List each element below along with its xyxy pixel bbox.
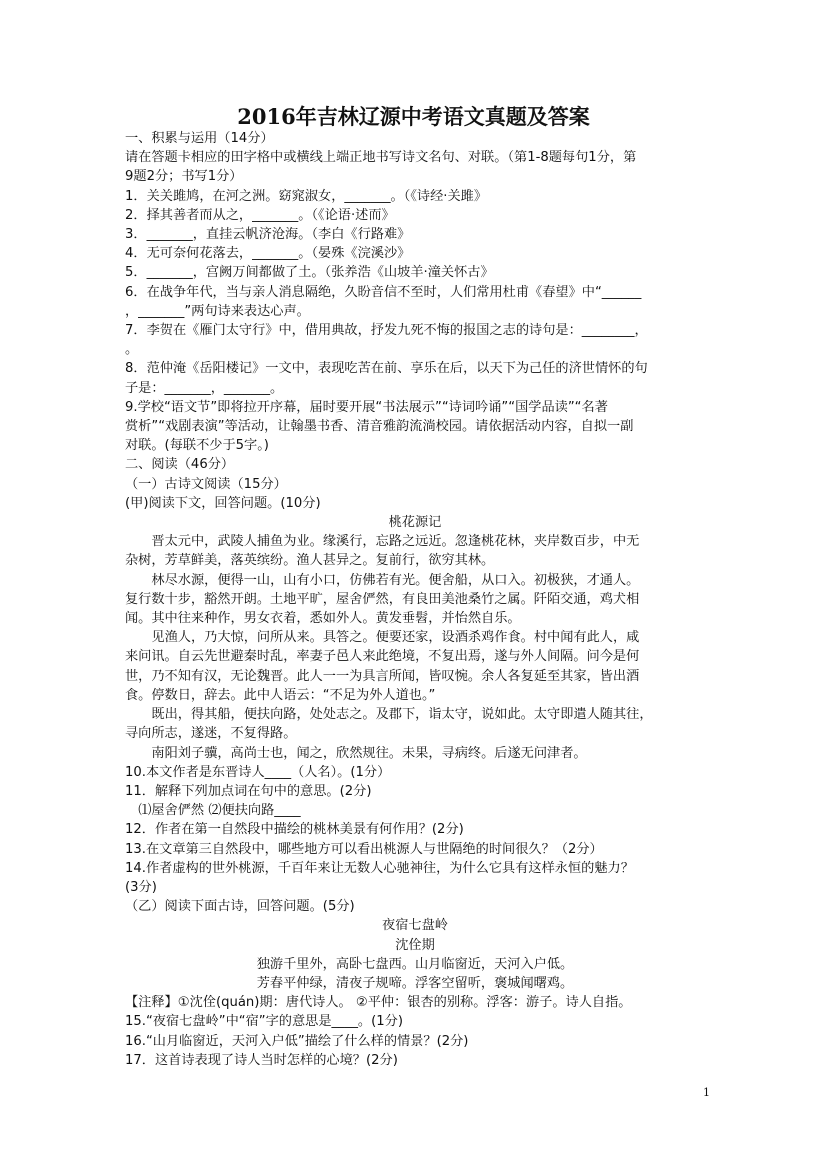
question-15: 15.“夜宿七盘岭”中“宿”字的意思是____。(1分) xyxy=(125,1014,403,1030)
poem-line: 独游千里外，高卧七盘西。山月临窗近，天河入户低。 xyxy=(256,956,574,972)
question-14-cont: (3分) xyxy=(125,879,157,895)
passage-line: 晋太元中，武陵人捕鱼为业。缘溪行，忘路之远近。忽逢桃花林，夹岸数百步，中无 xyxy=(151,534,640,550)
question-13: 13.在文章第三自然段中，哪些地方可以看出桃源人与世隔绝的时间很久？（2分） xyxy=(125,841,603,857)
question-16: 16.“山月临窗近，天河入户低”描绘了什么样的情景？(2分) xyxy=(125,1033,469,1049)
document-body xyxy=(125,129,705,1070)
subsection-heading: （一）古诗文阅读（15分） xyxy=(125,476,287,492)
poem-title: 夜宿七盘岭 xyxy=(382,918,448,934)
question-12: 12．作者在第一自然段中描绘的桃林美景有何作用？(2分) xyxy=(125,822,464,838)
question-14: 14.作者虚构的世外桃源，千百年来让无数人心驰神往，为什么它具有这样永恒的魅力？ xyxy=(125,860,634,876)
subsection-heading: （乙）阅读下面古诗，回答问题。(5分) xyxy=(125,899,355,915)
page-number: 1 xyxy=(703,1086,710,1099)
instruction-line: 请在答题卡相应的田字格中或横线上端正地书写诗文名句、对联。（第1-8题每句1分，第 xyxy=(125,150,637,166)
question-6-cont: ，_______”两句诗来表达心声。 xyxy=(125,303,310,319)
section-heading: 一、积累与运用（14分） xyxy=(125,131,274,146)
question-8-cont: 子是：_______，_______。 xyxy=(125,380,284,396)
section-heading: 二、阅读（46分） xyxy=(125,457,235,473)
passage-line: 寻向所志，遂迷，不复得路。 xyxy=(125,726,297,742)
passage-line: 见渔人，乃大惊，问所从来。具答之。便要还家，设酒杀鸡作食。村中闻有此人，咸 xyxy=(151,630,640,646)
question-5: 5．_______，宫阙万间都做了土。（张养浩《山坡羊·潼关怀古》 xyxy=(125,265,494,281)
question-7-cont: 。 xyxy=(125,342,139,358)
passage-title: 桃花源记 xyxy=(388,515,442,531)
passage-line: 既出，得其船，便扶向路，处处志之。及郡下，诣太守，说如此。太守即遣人随其往， xyxy=(151,707,653,723)
document-title: 2016年吉林辽源中考语文真题及答案 xyxy=(237,104,590,129)
question-7: 7．李贺在《雁门太守行》中，借用典故，抒发九死不悔的报国之志的诗句是：________， xyxy=(125,323,648,339)
question-9-cont: 赏析”“戏剧表演”等活动，让翰墨书香、清音雅韵流淌校园。请依据活动内容，自拟一副 xyxy=(125,419,634,435)
question-8: 8．范仲淹《岳阳楼记》一文中，表现吃苦在前、享乐在后，以天下为己任的济世情怀的句 xyxy=(125,361,648,377)
question-2: 2．择其善者而从之，_______。（《论语·述而》 xyxy=(125,207,395,223)
passage-line: 食。停数日，辞去。此中人语云：“不足为外人道也。” xyxy=(125,687,436,703)
poem-notes: 【注释】①沈佺(quán)期：唐代诗人。 ②平仲：银杏的别称。浮客：游子。诗人自指。 xyxy=(125,995,632,1011)
passage-line: 世，乃不知有汉，无论魏晋。此人一一为具言所闻，皆叹惋。余人各复延至其家，皆出酒 xyxy=(125,668,640,684)
passage-line: 闻。其中往来种作，男女衣着，悉如外人。黄发垂髫，并怡然自乐。 xyxy=(125,611,521,627)
question-11-items: ⑴屋舍俨然 ⑵便扶向路____ xyxy=(138,803,301,819)
question-11: 11．解释下列加点词在句中的意思。(2分) xyxy=(125,783,372,799)
passage-line: 南阳刘子骥，高尚士也，闻之，欣然规往。未果，寻病终。后遂无问津者。 xyxy=(151,745,587,761)
passage-line: 复行数十步，豁然开朗。土地平旷，屋舍俨然，有良田美池桑竹之属。阡陌交通，鸡犬相 xyxy=(125,591,640,607)
question-17: 17．这首诗表现了诗人当时怎样的心境？(2分) xyxy=(125,1052,398,1068)
subsection-heading: (甲)阅读下文，回答问题。(10分) xyxy=(125,495,321,511)
poem-author: 沈佺期 xyxy=(395,937,435,953)
question-3: 3．_______，直挂云帆济沧海。（李白《行路难》 xyxy=(125,227,411,243)
passage-line: 杂树，芳草鲜美，落英缤纷。渔人甚异之。复前行，欲穷其林。 xyxy=(125,553,495,569)
question-4: 4．无可奈何花落去，_______。（晏殊《浣溪沙》 xyxy=(125,246,411,262)
question-6: 6．在战争年代，当与亲人消息隔绝，久盼音信不至时，人们常用杜甫《春望》中“______ xyxy=(125,284,642,300)
poem-line: 芳春平仲绿，清夜子规啼。浮客空留听，褒城闻曙鸡。 xyxy=(256,975,574,991)
instruction-line: 9题2分；书写1分） xyxy=(125,169,243,185)
passage-line: 来问讯。自云先世避秦时乱，率妻子邑人来此绝境，不复出焉，遂与外人间隔。问今是何 xyxy=(125,649,640,665)
question-9: 9.学校“语文节”即将拉开序幕，届时要开展“书法展示”“诗词吟诵”“国学品读”“名著 xyxy=(125,399,608,415)
passage-line: 林尽水源，便得一山，山有小口，仿佛若有光。便舍船，从口入。初极狭，才通人。 xyxy=(151,572,640,588)
question-1: 1．关关雎鸠，在河之洲。窈窕淑女，_______。（《诗经·关雎》 xyxy=(125,188,488,204)
question-9-cont: 对联。(每联不少于5字。) xyxy=(125,438,269,454)
question-10: 10.本文作者是东晋诗人____（人名）。(1分） xyxy=(125,764,391,780)
